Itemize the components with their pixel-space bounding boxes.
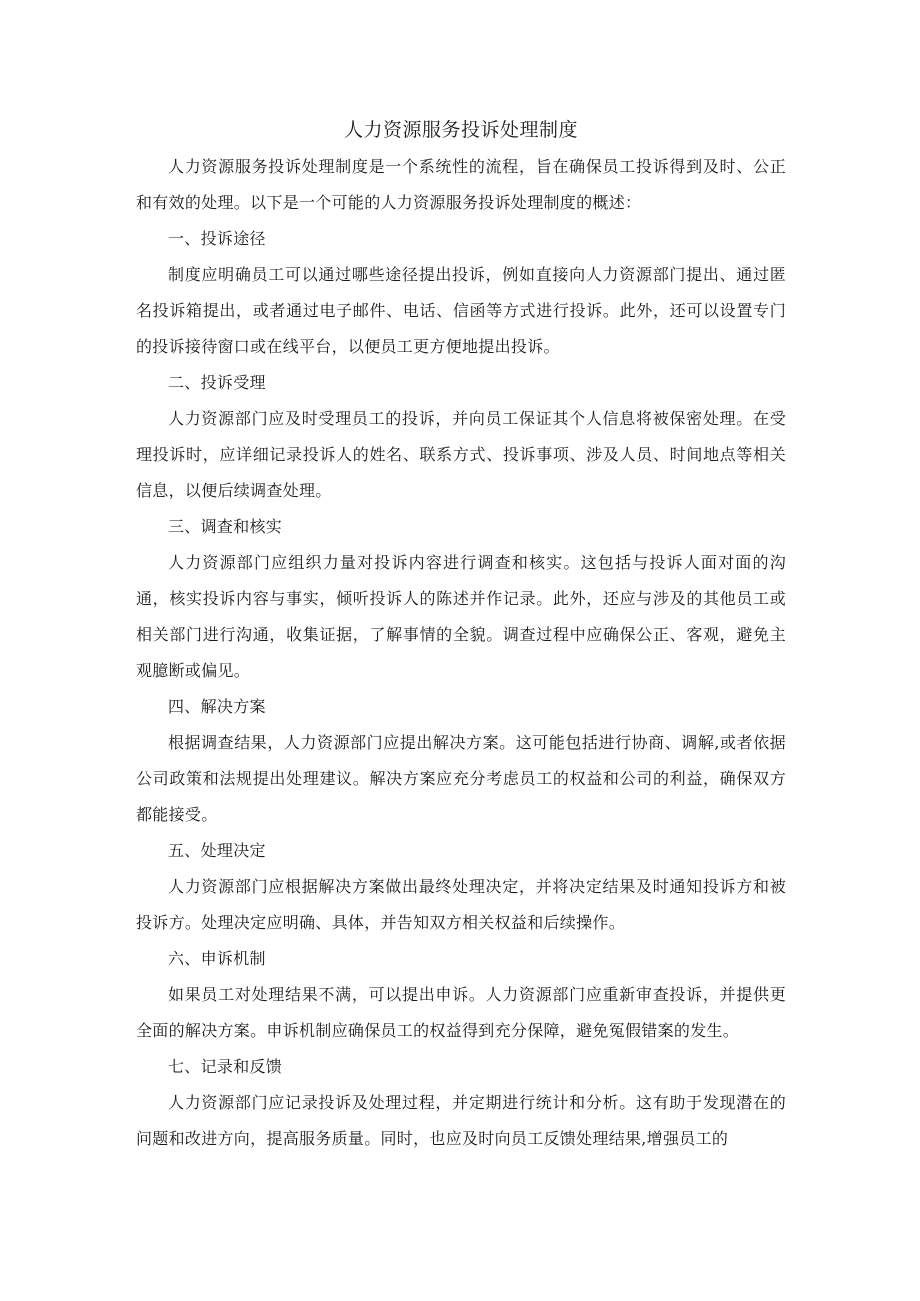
section-heading-6: 六、申诉机制 xyxy=(168,949,266,968)
section-heading-3: 三、调查和核实 xyxy=(168,517,283,536)
section-heading-2: 二、投诉受理 xyxy=(168,373,266,392)
section-heading-4: 四、解决方案 xyxy=(168,697,266,716)
section-body-7: 人力资源部门应记录投诉及处理过程，并定期进行统计和分析。这有助于发现潜在的问题和改进方向，提高服务质量。同时，也应及时向员工反馈处理结果,增强员工的 xyxy=(136,1093,786,1148)
section-body-5: 人力资源部门应根据解决方案做出最终处理决定，并将决定结果及时通知投诉方和被投诉方。处理决定应明确、具体，并告知双方相关权益和后续操作。 xyxy=(136,877,786,932)
document-title: 人力资源服务投诉处理制度 xyxy=(343,119,578,141)
document-page xyxy=(136,112,786,1157)
section-body-4: 根据调查结果，人力资源部门应提出解决方案。这可能包括进行协商、调解,或者依据公司政策和法规提出处理建议。解决方案应充分考虑员工的权益和公司的利益，确保双方都能接受。 xyxy=(136,733,786,824)
section-body-6: 如果员工对处理结果不满，可以提出申诉。人力资源部门应重新审查投诉，并提供更全面的解决方案。申诉机制应确保员工的权益得到充分保障，避免冤假错案的发生。 xyxy=(136,985,786,1040)
section-heading-7: 七、记录和反馈 xyxy=(168,1057,283,1076)
section-body-2: 人力资源部门应及时受理员工的投诉，并向员工保证其个人信息将被保密处理。在受理投诉时，应详细记录投诉人的姓名、联系方式、投诉事项、涉及人员、时间地点等相关信息，以便后续调查处理。 xyxy=(136,409,786,500)
section-body-1: 制度应明确员工可以通过哪些途径提出投诉，例如直接向人力资源部门提出、通过匿名投诉箱提出，或者通过电子邮件、电话、信函等方式进行投诉。此外，还可以设置专门的投诉接待窗口或在线平台，以便员工更方便地提出投诉。 xyxy=(136,265,786,356)
intro-paragraph: 人力资源服务投诉处理制度是一个系统性的流程，旨在确保员工投诉得到及时、公正和有效的处理。以下是一个可能的人力资源服务投诉处理制度的概述： xyxy=(136,157,786,212)
section-heading-1: 一、投诉途径 xyxy=(168,229,266,248)
section-body-3: 人力资源部门应组织力量对投诉内容进行调查和核实。这包括与投诉人面对面的沟通，核实投诉内容与事实，倾听投诉人的陈述并作记录。此外，还应与涉及的其他员工或相关部门进行沟通，收集证据，了解事情的全貌。调查过程中应确保公正、客观，避免主观臆断或偏见。 xyxy=(136,553,786,680)
section-heading-5: 五、处理决定 xyxy=(168,841,266,860)
